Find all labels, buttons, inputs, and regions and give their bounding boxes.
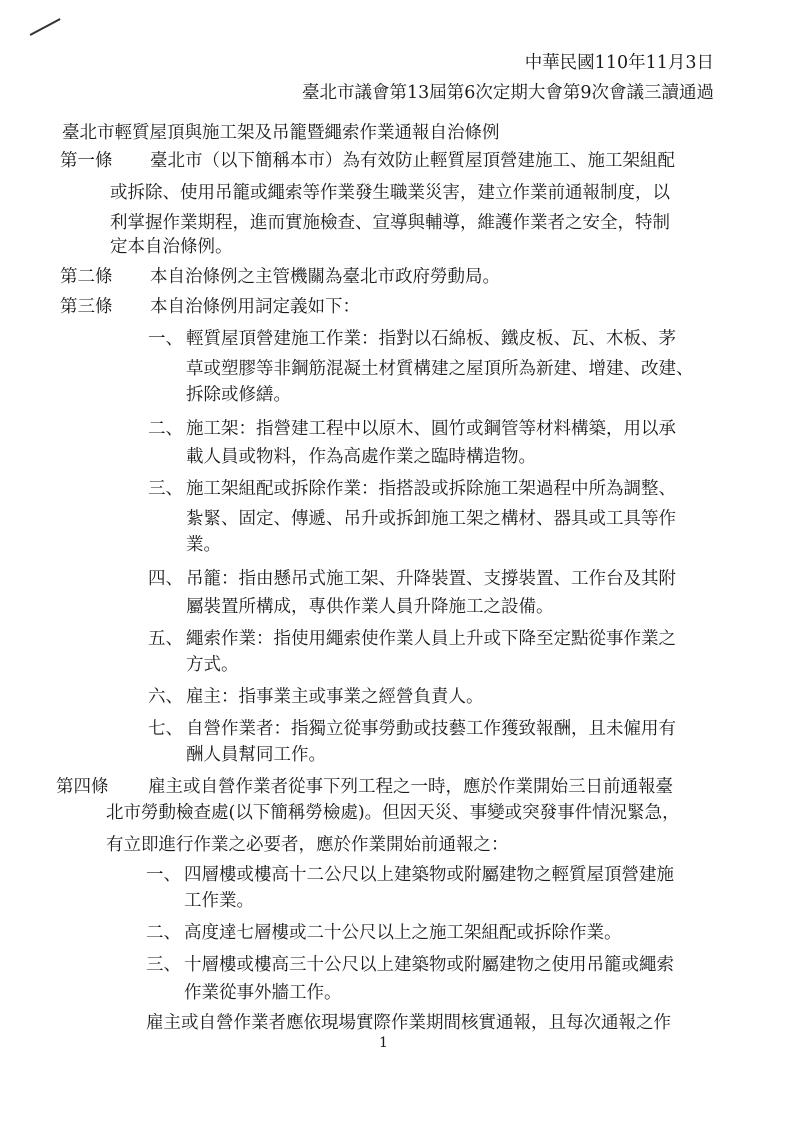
article-4-item-num: 一、 [146,865,181,885]
article-4-item-num: 三、 [146,955,181,975]
article-3-item-line: 繩索作業：指使用繩索使作業人員上升或下降至定點從事作業之 [186,629,676,649]
document-title: 臺北市輕質屋頂與施工架及吊籠暨繩索作業通報自治條例 [62,123,500,143]
article-3-label: 第三條 [60,297,113,317]
article-1-label: 第一條 [60,151,113,171]
article-3-item-line: 輕質屋頂營建施工作業：指對以石綿板、鐵皮板、瓦、木板、茅 [186,329,676,349]
article-4-item-line: 高度達七層樓或二十公尺以上之施工架組配或拆除作業。 [184,923,622,943]
article-2-text: 本自治條例之主管機關為臺北市政府勞動局。 [150,267,500,287]
article-3-item-line: 紮緊、固定、傳遞、吊升或拆卸施工架之構材、器具或工具等作 [186,509,676,529]
article-4-item-line: 作業從事外牆工作。 [184,983,342,1003]
article-3-item-num: 四、 [148,569,183,589]
article-3-item-line: 雇主：指事業主或事業之經營負責人。 [186,687,484,707]
article-3-item-line: 施工架：指營建工程中以原木、圓竹或鋼管等材料構築，用以承 [186,419,676,439]
pen-mark [30,18,61,35]
article-1-line: 定本自治條例。 [110,237,233,257]
header-passage: 臺北市議會第13屆第6次定期大會第9次會議三讀通過 [301,83,714,103]
article-3-item-num: 三、 [148,479,183,499]
article-3-item-line: 方式。 [186,655,239,675]
article-4-line: 有立即進行作業之必要者，應於作業開始前通報之： [106,835,509,855]
article-3-item-line: 拆除或修繕。 [186,385,291,405]
article-4-item-line: 四層樓或樓高十二公尺以上建築物或附屬建物之輕質屋頂營建施 [184,865,674,885]
article-3-item-line: 自營作業者：指獨立從事勞動或技藝工作獲致報酬，且未僱用有 [186,719,676,739]
article-3-item-num: 七、 [148,719,183,739]
article-4-line: 北市勞動檢查處(以下簡稱勞檢處)。但因天災、事變或突發事件情況緊急， [106,803,680,823]
article-3-item-line: 草或塑膠等非鋼筋混凝土材質構建之屋頂所為新建、增建、改建、 [186,359,694,379]
article-3-item-num: 二、 [148,419,183,439]
article-1-line: 臺北市（以下簡稱本市）為有效防止輕質屋頂營建施工、施工架組配 [150,151,675,171]
article-4-label: 第四條 [56,777,109,797]
article-3-item-line: 吊籠：指由懸吊式施工架、升降裝置、支撐裝置、工作台及其附 [186,569,676,589]
article-3-item-line: 載人員或物料，作為高處作業之臨時構造物。 [186,447,536,467]
article-1-line: 或拆除、使用吊籠或繩索等作業發生職業災害，建立作業前通報制度，以 [110,183,670,203]
article-4-item-num: 二、 [146,923,181,943]
article-4-tail: 雇主或自營作業者應依現場實際作業期間核實通報，且每次通報之作 [146,1013,671,1033]
article-3-item-num: 一、 [148,329,183,349]
article-3-item-line: 屬裝置所構成，專供作業人員升降施工之設備。 [186,597,554,617]
article-3-item-line: 酬人員幫同工作。 [186,745,326,765]
article-3-item-num: 六、 [148,687,183,707]
article-2-label: 第二條 [60,267,113,287]
article-3-intro: 本自治條例用詞定義如下： [150,297,360,317]
article-4-item-line: 十層樓或樓高三十公尺以上建築物或附屬建物之使用吊籠或繩索 [184,955,674,975]
article-3-item-line: 業。 [186,535,221,555]
page-number: 1 [379,1035,388,1051]
article-3-item-num: 五、 [148,629,183,649]
article-4-line: 雇主或自營作業者從事下列工程之一時，應於作業開始三日前通報臺 [148,777,673,797]
header-date: 中華民國110年11月3日 [524,53,714,73]
article-1-line: 利掌握作業期程，進而實施檢查、宣導與輔導，維護作業者之安全，特制 [110,213,670,233]
article-3-item-line: 施工架組配或拆除作業：指搭設或拆除施工架過程中所為調整、 [186,479,676,499]
article-4-item-line: 工作業。 [184,891,254,911]
